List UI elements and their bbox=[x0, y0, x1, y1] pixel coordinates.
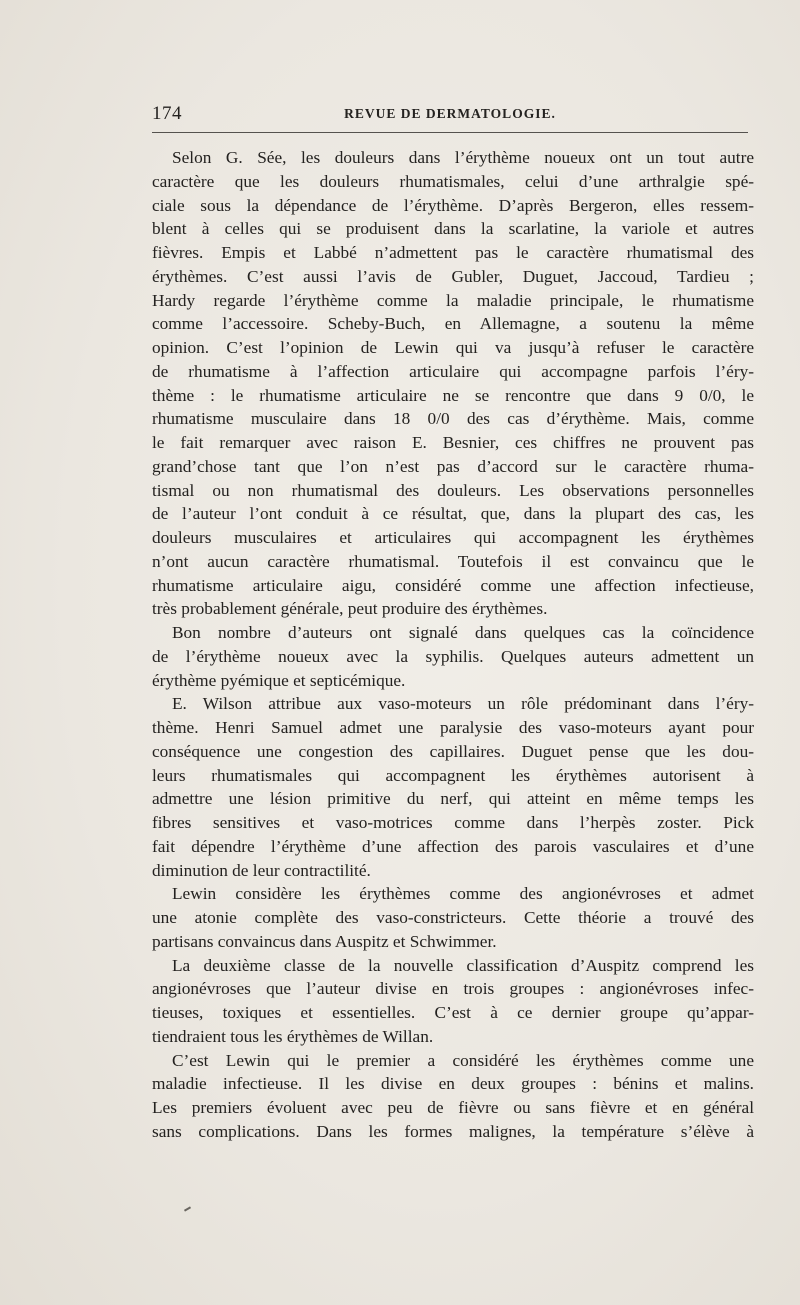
text-line: comme l’accessoire. Scheby-Buch, en Allemagne, a soutenu la même bbox=[152, 314, 754, 334]
text-line: caractère que les douleurs rhumatismales, celui d’une arthralgie spé- bbox=[152, 171, 754, 191]
text-line: E. Wilson attribue aux vaso-moteurs un rôle prédominant dans l’éry- bbox=[172, 694, 754, 714]
text-line: de l’auteur l’ont conduit à ce résultat, que, dans la plupart des cas, les bbox=[152, 504, 754, 524]
text-line: tieuses, toxiques et essentielles. C’est à ce dernier groupe qu’appar- bbox=[152, 1003, 754, 1022]
text-line: Bon nombre d’auteurs ont signalé dans quelques cas la coïncidence bbox=[172, 623, 754, 642]
text-line: admettre une lésion primitive du nerf, qui atteint en même temps les bbox=[152, 789, 754, 809]
text-line: La deuxième classe de la nouvelle classification d’Auspitz comprend les bbox=[172, 955, 754, 975]
text-line: Les premiers évoluent avec peu de fièvre ou sans fièvre et en général bbox=[152, 1098, 754, 1117]
text-line: de rhumatisme à l’affection articulaire qui accompagne parfois l’éry- bbox=[152, 361, 754, 381]
text-line: fibres sensitives et vaso-motrices comme dans l’herpès zoster. Pick bbox=[152, 813, 754, 832]
text-line: thème : le rhumatisme articulaire ne se rencontre que dans 9 0/0, le bbox=[152, 385, 754, 405]
text-line: ciale sous la dépendance de l’érythème. D’après Bergeron, elles ressem- bbox=[152, 195, 754, 215]
text-line: érythèmes. C’est aussi l’avis de Gubler, Duguet, Jaccoud, Tardieu ; bbox=[152, 266, 754, 286]
text-line: Selon G. Sée, les douleurs dans l’érythème noueux ont un tout autre bbox=[172, 148, 754, 167]
text-line: Lewin considère les érythèmes comme des angionévroses et admet bbox=[172, 884, 754, 904]
text-line: maladie infectieuse. Il les divise en deux groupes : bénins et malins. bbox=[152, 1074, 754, 1094]
text-line: blent à celles qui se produisent dans la scarlatine, la variole et autres bbox=[152, 219, 754, 239]
text-line: érythème pyémique et septicémique. bbox=[152, 670, 406, 690]
text-line: n’ont aucun caractère rhumatismal. Toutefois il est convaincu que le bbox=[152, 551, 754, 571]
text-line: très probablement générale, peut produire des érythèmes. bbox=[152, 599, 548, 619]
text-line: le fait remarquer avec raison E. Besnier, ces chiffres ne prouvent pas bbox=[152, 433, 754, 452]
stray-ink-mark bbox=[184, 1206, 191, 1211]
text-line: tiendraient tous les érythèmes de Willan. bbox=[152, 1026, 434, 1046]
text-line: sans complications. Dans les formes malignes, la température s’élève à bbox=[152, 1121, 754, 1141]
body-text bbox=[152, 146, 754, 1144]
text-line: angionévroses que l’auteur divise en trois groupes : angionévroses infec- bbox=[152, 979, 754, 999]
text-line: conséquence une congestion des capillaires. Duguet pense que les dou- bbox=[152, 741, 754, 761]
text-line: tismal ou non rhumatismal des douleurs. Les observations personnelles bbox=[152, 480, 754, 500]
text-line: grand’chose tant que l’on n’est pas d’accord sur le caractère rhuma- bbox=[152, 456, 754, 476]
text-line: rhumatisme articulaire aigu, considéré comme une affection infectieuse, bbox=[152, 575, 754, 595]
text-line: leurs rhumatismales qui accompagnent les érythèmes autorisent à bbox=[152, 765, 754, 785]
text-line: opinion. C’est l’opinion de Lewin qui va jusqu’à refuser le caractère bbox=[152, 338, 754, 357]
text-line: diminution de leur contractilité. bbox=[152, 860, 371, 880]
text-line: douleurs musculaires et articulaires qui accompagnent les érythèmes bbox=[152, 528, 754, 547]
text-line: fait dépendre l’érythème d’une affection des parois vasculaires et d’une bbox=[152, 836, 754, 856]
header-rule bbox=[152, 132, 748, 133]
text-line: partisans convaincus dans Auspitz et Schwimmer. bbox=[152, 931, 497, 951]
text-line: rhumatisme musculaire dans 18 0/0 des cas d’érythème. Mais, comme bbox=[152, 409, 754, 429]
running-head bbox=[152, 103, 748, 127]
text-line: de l’érythème noueux avec la syphilis. Quelques auteurs admettent un bbox=[152, 646, 754, 666]
page-number: 174 bbox=[152, 103, 182, 124]
running-title: REVUE DE DERMATOLOGIE. bbox=[344, 106, 556, 121]
text-line: C’est Lewin qui le premier a considéré les érythèmes comme une bbox=[172, 1050, 754, 1070]
text-line: Hardy regarde l’érythème comme la maladie principale, le rhumatisme bbox=[152, 290, 754, 310]
text-line: fièvres. Empis et Labbé n’admettent pas le caractère rhumatismal des bbox=[152, 243, 754, 262]
text-line: thème. Henri Samuel admet une paralysie des vaso-moteurs ayant pour bbox=[152, 718, 754, 737]
text-line: une atonie complète des vaso-constricteurs. Cette théorie a trouvé des bbox=[152, 908, 754, 927]
